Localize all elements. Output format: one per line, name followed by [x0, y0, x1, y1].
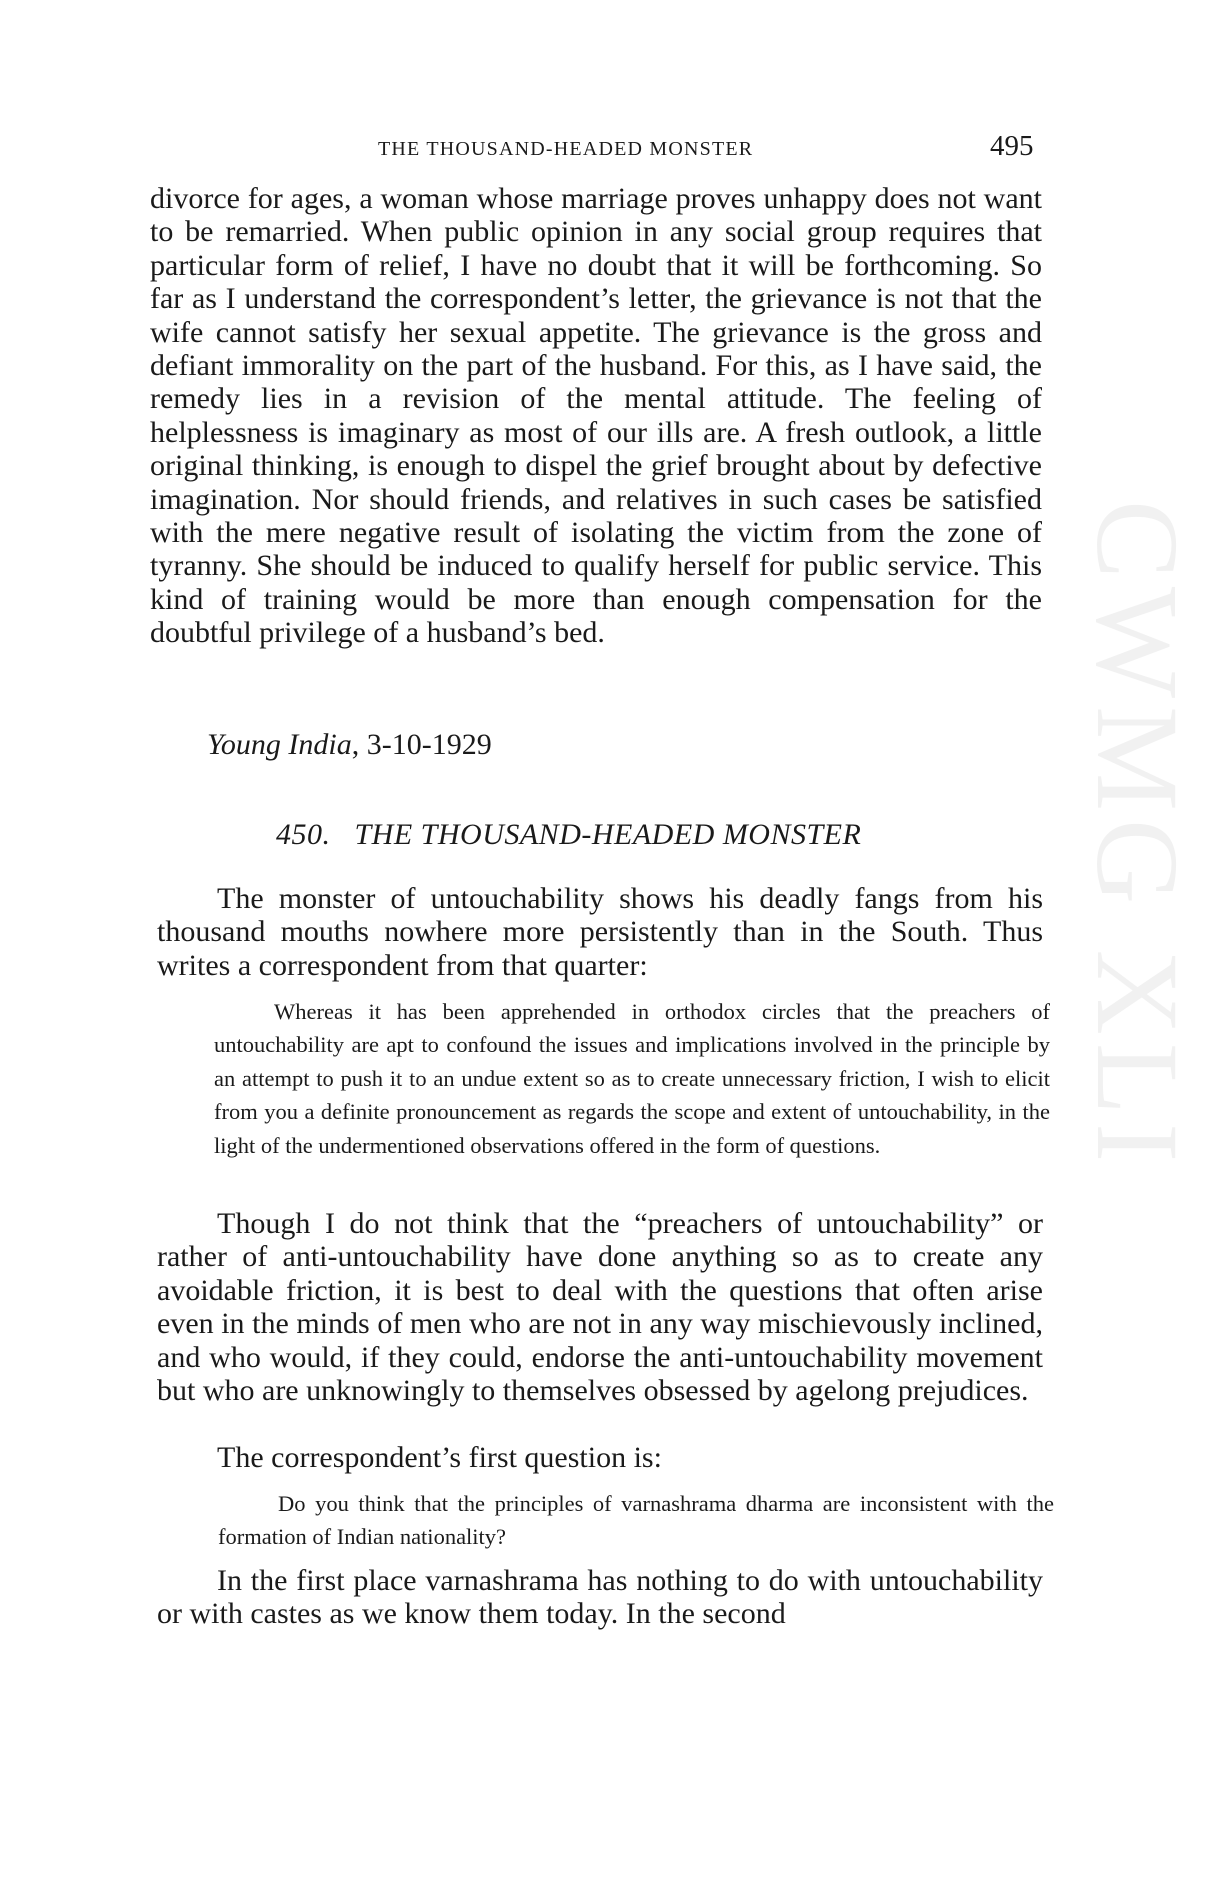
answer-paragraph: In the first place varnashrama has nothing to do with untouchability or with castes as we know them today. In the second: [157, 1564, 1043, 1631]
citation-date: , 3-10-1929: [351, 728, 492, 761]
running-title: THE THOUSAND-HEADED MONSTER: [378, 138, 754, 160]
watermark: [1072, 500, 1205, 1380]
page-number: 495: [990, 130, 1034, 162]
page-header: [0, 130, 1229, 170]
citation-source: Young India: [207, 728, 352, 761]
correspondent-quote-2: Do you think that the principles of varnashrama dharma are inconsistent with the formation of Indian nationality?: [218, 1491, 1054, 1550]
intro-paragraph: The monster of untouchability shows his deadly fangs from his thousand mouths nowhere more persistently than in the South. Thus writes a correspondent from that quarter:: [157, 882, 1043, 982]
section-title: THE THOUSAND-HEADED MONSTER: [354, 818, 862, 851]
watermark-text: CWMG XLI: [1072, 500, 1203, 1171]
continuation-paragraph: divorce for ages, a woman whose marriage proves unhappy does not want to be remarried. When public opinion in any social group requires that particular form of relief, I have no doubt that it will be forthcoming. So far as I understand the correspondent’s letter, the grievance is not that the wife cannot satisfy her sexual appetite. The grievance is the gross and defiant immorality on the part of the husband. For this, as I have said, the remedy lies in a revision of the mental attitude. The feeling of helplessness is imaginary as most of our ills are. A fresh outlook, a little original thinking, is enough to dispel the grief brought about by defective imagination. Nor should friends, and relatives in such cases be satisfied with the mere negative result of isolating the victim from the zone of tyranny. She should be induced to qualify herself for public service. This kind of training would be more than enough compensation for the doubtful privilege of a husband’s bed.: [150, 182, 1042, 650]
section-heading: [276, 818, 861, 852]
section-number: 450.: [276, 818, 331, 851]
response-paragraph: Though I do not think that the “preachers of untouchability” or rather of anti-untouchability have done anything so as to create any avoidable friction, it is best to deal with the questions that often arise even in the minds of men who are not in any way mischievously inclined, and who would, if they could, endorse the anti-untouchability movement but who are unknowingly to themselves obsessed by agelong prejudices.: [157, 1207, 1043, 1408]
correspondent-quote-1: Whereas it has been apprehended in orthodox circles that the preachers of untouchability are apt to confound the issues and implications involved in the principle by an attempt to push it to an undue extent so as to create unnecessary friction, I wish to elicit from you a definite pronouncement as regards the scope and extent of untouchability, in the light of the undermentioned observations offered in the form of questions.: [214, 999, 1050, 1158]
citation: [207, 728, 492, 762]
first-question-intro: The correspondent’s first question is:: [217, 1441, 662, 1474]
